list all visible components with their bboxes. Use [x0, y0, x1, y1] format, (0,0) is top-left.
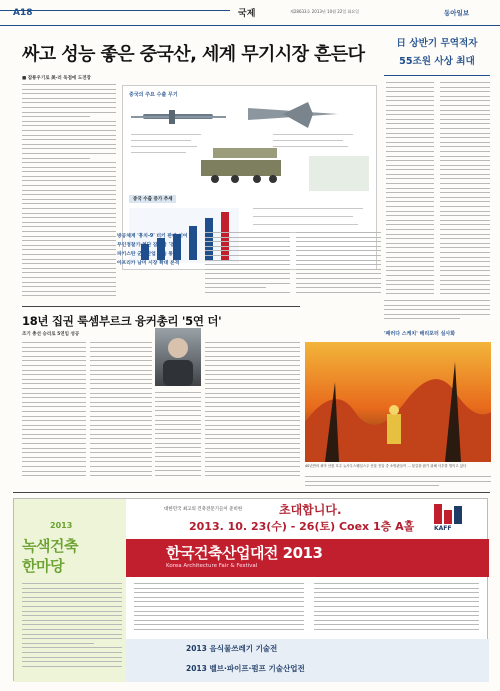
sidebar-subtitle: 55조원 사상 최대 — [399, 56, 475, 67]
wildfire-image — [305, 342, 491, 462]
pull-quote-line: 아프리카 남미 시장 확대 본격 — [117, 261, 180, 266]
issue-meta: 제28633호 2013년 10월 22일 화요일 — [290, 9, 360, 14]
lead-body-column-1 — [22, 84, 116, 304]
ad-invite-subtitle: 대한민국 최고의 건축전문기들이 준비한 — [164, 507, 243, 512]
kaff-logo-text: KAFF — [434, 525, 452, 532]
fighter-jet-illustration — [248, 102, 338, 128]
story2-headline: 18년 집권 룩셈부르크 융커총리 '5연 더' — [22, 314, 222, 328]
lead-body-column-3 — [296, 232, 381, 297]
pull-quote — [117, 232, 199, 268]
portrait-silhouette — [155, 328, 201, 386]
ad-invite-title: 초대합니다. — [279, 503, 342, 517]
kaff-logo — [432, 502, 484, 534]
sidebar-body-continued — [384, 300, 490, 328]
story2-kicker: 조기 총선 승리로 5연임 성공 — [22, 332, 80, 337]
ad-green-title-2: 한마당 — [22, 557, 64, 575]
expo-exhibit-list-2 — [314, 583, 479, 635]
valve-pipe-pump-expo-title: 2013 벨브·파이프·펌프 기술산업전 — [186, 664, 305, 673]
food-waste-expo-title: 2013 음식물쓰레기 기술전 — [186, 644, 278, 653]
sidebar-body-column-2 — [440, 82, 490, 302]
trade-show-banner — [126, 639, 489, 682]
pull-quote-line: 파키스탄 군수산업 진출 통해 — [117, 252, 178, 257]
sidebar-rule — [384, 75, 490, 76]
wildfire-photo — [305, 342, 491, 462]
sidebar-headline-box — [384, 33, 490, 75]
infographic-notes — [253, 208, 363, 233]
section-title: 국제 — [238, 9, 256, 19]
story3-column-1 — [205, 342, 300, 482]
pull-quote-line: 무인정찰기·첨단 잠수함 '결단' — [117, 243, 181, 248]
drone-illustration — [131, 110, 226, 124]
newspaper-brand: 동아일보 — [444, 9, 470, 17]
lead-headline: 싸고 성능 좋은 중국산, 세계 무기시장 흔든다 — [22, 44, 365, 65]
header-rule — [0, 10, 230, 11]
expo-exhibit-list — [134, 583, 304, 635]
ad-green-title-1: 녹색건축 — [22, 537, 78, 555]
chart-title: 중국 수출 증가 추세 — [129, 195, 176, 203]
juncker-portrait-photo — [155, 328, 201, 386]
expo-title: 한국건축산업대전 2013 — [166, 544, 323, 562]
story2-column-3 — [155, 392, 201, 482]
green-building-ad-panel — [14, 499, 126, 682]
lead-body-column-2 — [205, 232, 290, 297]
ad-divider — [13, 492, 490, 493]
sidebar-title: 日 상반기 무역적자 — [396, 38, 478, 49]
ad-event-date: 2013. 10. 23(수) - 26(토) Coex 1층 A홀 — [189, 520, 415, 533]
missile-launcher-illustration — [201, 148, 281, 183]
story-divider — [22, 306, 300, 307]
photo-story-body — [305, 476, 491, 490]
page-header — [0, 0, 500, 26]
page-number: A18 — [13, 8, 33, 18]
ad-green-details — [22, 583, 122, 670]
sidebar-section2-title: '패러다 스케치' 해리포터 실사화 — [384, 331, 456, 337]
story2-column-1 — [22, 342, 86, 482]
lead-kicker: ■ 잠룡우기로 美·러 독점에 도전장 — [22, 76, 91, 81]
advertisement — [13, 498, 488, 681]
expo-banner — [126, 539, 489, 577]
expo-title-english: Korea Architecture Fair & Festival — [166, 563, 258, 569]
sidebar-body-column-1 — [386, 82, 434, 302]
story2-column-2 — [90, 342, 152, 482]
infographic-title: 중국의 주요 수출 무기 — [129, 92, 178, 98]
ad-year: 2013 — [50, 521, 73, 530]
photo-caption: 40년만의 최악 산불 호주 뉴사우스웨일스주 산불 진압 중 소방관들이 ... 불길을 잡기 위해 사투를 벌이고 있다 — [305, 464, 467, 468]
pull-quote-line: 방공체계 '훙치-9' 터키 판매 이어 — [117, 234, 188, 239]
map-inset — [309, 156, 369, 191]
